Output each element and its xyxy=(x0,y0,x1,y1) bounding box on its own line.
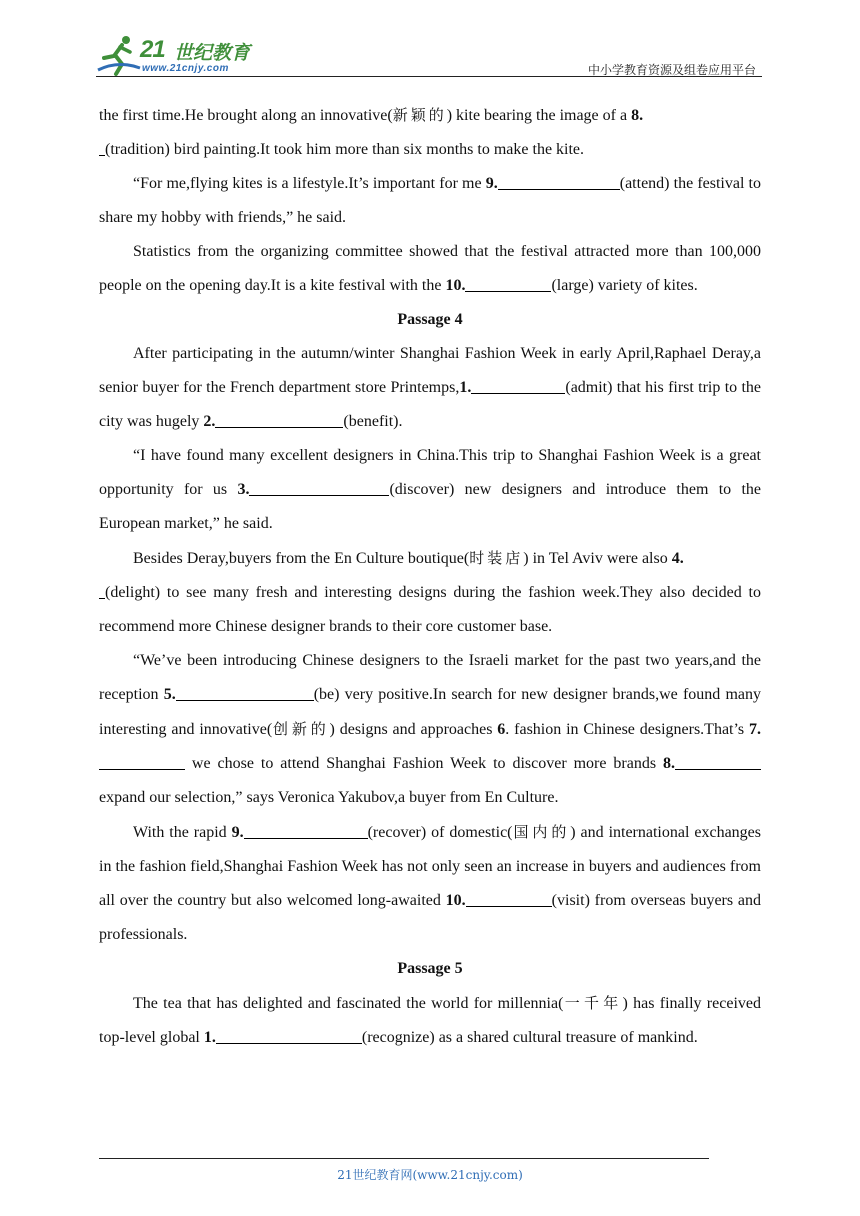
footer-text[interactable]: 21世纪教育网(www.21cnjy.com) xyxy=(337,1168,523,1182)
answer-blank[interactable] xyxy=(498,173,620,190)
paragraph: Besides Deray,buyers from the En Culture boutique(时装店) in Tel Aviv were also 4. (delight) to see many fresh and interesting designs during the fashion week.They also decided to recommend more Chinese designer brands to their core customer base. xyxy=(99,549,761,635)
runner-icon xyxy=(96,34,142,78)
paragraph: After participating in the autumn/winter Shanghai Fashion Week in early April,Raphael Deray,a senior buyer for the French department store Printemps,1. (admit) that his first trip to the city was hugely 2. (benefit). xyxy=(99,345,762,430)
passage-title: Passage 5 xyxy=(397,960,463,977)
header-divider xyxy=(96,76,762,77)
passage-title: Passage 4 xyxy=(397,311,463,328)
paragraph: The tea that has delighted and fascinated the world for millennia(一千年) has finally received top-level global 1. (recognize) as a shared cultural treasure of mankind. xyxy=(99,994,761,1046)
answer-blank[interactable] xyxy=(244,822,368,839)
paragraph: Statistics from the organizing committee showed that the festival attracted more than 100,000 people on the opening day.It is a kite festival with the 10. (large) variety of kites. xyxy=(99,243,761,294)
answer-blank[interactable] xyxy=(675,753,761,770)
paragraph: the first time.He brought along an innovative(新颖的) kite bearing the image of a 8. (tradition) bird painting.It took him more than six months to make the kite. xyxy=(99,106,644,158)
header-platform-text: 中小学教育资源及组卷应用平台 xyxy=(587,63,756,77)
paragraph: “I have found many excellent designers in China.This trip to Shanghai Fashion Week is a great opportunity for us 3. (discover) new designers and introduce them to the European market,” he said. xyxy=(99,447,762,532)
answer-blank[interactable] xyxy=(471,377,565,394)
logo xyxy=(96,34,266,78)
answer-blank[interactable] xyxy=(176,684,314,701)
paragraph: With the rapid 9. (recover) of domestic(国内的) and international exchanges in the fashion field,Shanghai Fashion Week has not only seen an increase in buyers and audiences from all over the country but also welcomed long-awaited 10. (visit) from overseas buyers and professionals. xyxy=(99,823,761,943)
answer-blank[interactable] xyxy=(216,1027,362,1044)
answer-blank[interactable] xyxy=(249,479,389,496)
footer-divider xyxy=(99,1158,709,1159)
logo-number: 21 xyxy=(140,36,165,63)
answer-blank[interactable] xyxy=(215,411,343,428)
logo-text: 世纪教育 xyxy=(174,42,251,64)
paragraph: “For me,flying kites is a lifestyle.It’s important for me 9. (attend) the festival to share my hobby with friends,” he said. xyxy=(99,175,762,226)
answer-blank[interactable] xyxy=(99,753,185,770)
logo-url: www.21cnjy.com xyxy=(142,63,229,74)
page-header xyxy=(96,34,762,78)
document-body xyxy=(99,98,761,1055)
answer-blank[interactable] xyxy=(465,275,551,292)
paragraph: “We’ve been introducing Chinese designers to the Israeli market for the past two years,and the reception 5. (be) very positive.In search for new designer brands,we found many interesting and innovative(创新的) designs and approaches 6. fashion in Chinese designers.That’s 7. we chose to attend Shanghai Fashion Week to discover more brands 8. expand our selection,” says Veronica Yakubov,a buyer from En Culture. xyxy=(99,652,762,806)
answer-blank[interactable] xyxy=(466,890,552,907)
